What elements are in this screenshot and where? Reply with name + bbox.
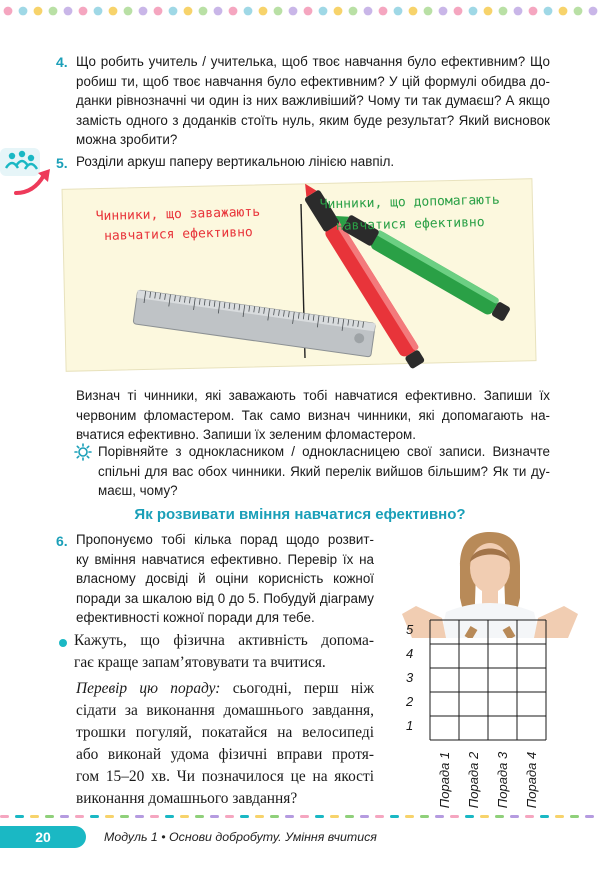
red-arrow-icon [14, 165, 54, 197]
tip-label: Порада 2 [465, 751, 481, 809]
text-line: робиш ти, щоб твоє навчання було ефективним? У цій формулі обидва до- [76, 73, 550, 89]
decor-dash [45, 815, 54, 818]
text-line: вчатися ефективно. Запиши їх зеленим фломастером. [76, 427, 416, 442]
question-5-text: Розділи аркуш паперу вертикальною лінією навпіл. [76, 154, 395, 169]
question-4-text [76, 52, 550, 150]
decor-dot [244, 7, 253, 16]
decor-dot [379, 7, 388, 16]
check-tip-text [76, 678, 374, 810]
text-line: червоним фломастером. Так само визнач чинники, які допомагають на- [76, 407, 550, 423]
decor-dash [285, 815, 294, 818]
pair-work-text [98, 442, 550, 501]
decor-dot [289, 7, 298, 16]
decor-dash [465, 815, 474, 818]
decor-dot [79, 7, 88, 16]
decor-dash [495, 815, 504, 818]
decor-dash [75, 815, 84, 818]
text-line: гає краще запам’ятовувати та вчитися. [74, 654, 326, 671]
decor-dot [334, 7, 343, 16]
decor-dash [510, 815, 519, 818]
decor-dot [439, 7, 448, 16]
decor-dot [274, 7, 283, 16]
section-heading: Як розвивати вміння навчатися ефективно? [134, 506, 466, 523]
text-line: Порівняйте з однокласником / однокласницею свої записи. Визначте [98, 444, 550, 459]
decor-dash [345, 815, 354, 818]
text-line: Що робить учитель / учителька, щоб твоє навчання було ефективним? Що [76, 54, 550, 69]
decor-dot [349, 7, 358, 16]
decor-dot [49, 7, 58, 16]
decor-dash [165, 815, 174, 818]
footer-module-title: Модуль 1 • Основи добробуту. Уміння вчитися [104, 830, 377, 844]
right-column-title [319, 190, 500, 239]
decor-dot [34, 7, 43, 16]
footer-dashes-decoration [0, 815, 600, 819]
decor-dash [585, 815, 594, 818]
text-line: Визнач ті чинники, які заважають тобі навчатися ефективно. Запиши їх [76, 388, 550, 403]
decor-dot [544, 7, 553, 16]
decor-dot [184, 7, 193, 16]
scale-label: 1 [406, 718, 414, 733]
page-number: 20 [0, 826, 86, 848]
decor-dash [375, 815, 384, 818]
decor-dash [570, 815, 579, 818]
decor-dot [559, 7, 568, 16]
decor-dash [360, 815, 369, 818]
decor-dash [540, 815, 549, 818]
decor-dot [229, 7, 238, 16]
decor-dot [259, 7, 268, 16]
text-line: трошки погуляй, покатайся на велосипеді [76, 724, 374, 741]
question-6-number: 6. [56, 533, 68, 549]
decor-dot [364, 7, 373, 16]
pair-work-icon [74, 443, 92, 461]
text-line: поради за шкалою від 0 до 5. Побудуй діаграму [76, 590, 374, 606]
text-line: ку вміння навчатися ефективно. Перевір їх на [76, 551, 374, 567]
decor-dash [555, 815, 564, 818]
check-lead: Перевір цю пораду: [76, 680, 221, 697]
decor-dot [109, 7, 118, 16]
text-line: власному досвіді й оціни корисність кожної [76, 571, 374, 586]
scale-label: 5 [406, 622, 414, 637]
decor-dot [424, 7, 433, 16]
scale-label: 3 [406, 670, 414, 685]
bullet-icon [59, 639, 67, 647]
question-4-number: 4. [56, 54, 68, 70]
text-line: спільні для вас обох чинники. Який перелік вийшов більшим? Як ти ду- [98, 463, 550, 479]
decor-dash [300, 815, 309, 818]
question-5-number: 5. [56, 155, 68, 171]
decor-dash [420, 815, 429, 818]
decor-dot [19, 7, 28, 16]
decor-dot [139, 7, 148, 16]
decor-dash [180, 815, 189, 818]
scale-label: 2 [406, 694, 414, 709]
decor-dot [319, 7, 328, 16]
text-line: виконання домашнього завдання? [76, 790, 298, 807]
decor-dash [150, 815, 159, 818]
decor-dot [499, 7, 508, 16]
text-line: ефективності кожної поради для тебе. [76, 610, 315, 625]
decor-dot [574, 7, 583, 16]
decor-dot [589, 7, 598, 16]
decor-dash [255, 815, 264, 818]
decor-dash [0, 815, 9, 818]
decor-dash [435, 815, 444, 818]
decor-dot [169, 7, 178, 16]
text-line: Пропонуємо тобі кілька порад щодо розвит- [76, 532, 374, 547]
check-line-rest: сьогодні, перш ніж [220, 680, 374, 697]
text-line: або виконай удома фізичні вправи протя- [76, 746, 374, 763]
decor-dash [390, 815, 399, 818]
tip-text [74, 630, 374, 674]
decor-dash [120, 815, 129, 818]
decor-dot [454, 7, 463, 16]
text-line [76, 678, 374, 700]
question-5-instructions [76, 386, 550, 445]
decor-dot [469, 7, 478, 16]
decor-dash [405, 815, 414, 818]
left-title-line-2: навчатися ефективно [103, 225, 253, 244]
decor-dash [210, 815, 219, 818]
text-line: данки рівнозначні чи один із них важливіший? Чому ти так думаєш? А якщо [76, 93, 550, 108]
decor-dot [199, 7, 208, 16]
decor-dot [394, 7, 403, 16]
text-line: маєш, чому? [98, 483, 178, 498]
text-line: можна зробити? [76, 132, 178, 147]
decor-dash [240, 815, 249, 818]
question-6-text [76, 530, 374, 628]
decor-dot [124, 7, 133, 16]
decor-dot [4, 7, 13, 16]
decor-dash [60, 815, 69, 818]
decor-dot [304, 7, 313, 16]
right-title-line-1: Чинники, що допомагають [319, 192, 500, 213]
text-line: Кажуть, що фізична активність допома- [74, 632, 374, 649]
decor-dot [514, 7, 523, 16]
tip-label: Порада 3 [494, 751, 510, 809]
decor-dash [105, 815, 114, 818]
decor-dash [225, 815, 234, 818]
tip-label: Порада 1 [436, 751, 452, 809]
decor-dash [330, 815, 339, 818]
decor-dot [214, 7, 223, 16]
text-line: замість одного з доданків стоїть нуль, яким буде результат? Який висновок [76, 112, 550, 128]
decor-dash [195, 815, 204, 818]
decor-dash [315, 815, 324, 818]
decor-dot [94, 7, 103, 16]
top-dots-decoration [0, 4, 600, 18]
text-line: гом 15–20 хв. Чи позначилося це на якості [76, 768, 374, 785]
left-title-line-1: Чинники, що заважають [95, 204, 261, 225]
decor-dash [135, 815, 144, 818]
decor-dash [480, 815, 489, 818]
scale-label: 4 [406, 646, 414, 661]
decor-dot [529, 7, 538, 16]
decor-dash [30, 815, 39, 818]
decor-dash [525, 815, 534, 818]
decor-dash [270, 815, 279, 818]
decor-dot [409, 7, 418, 16]
decor-dot [154, 7, 163, 16]
decor-dash [450, 815, 459, 818]
tip-label: Порада 4 [523, 751, 539, 809]
left-column-title [96, 203, 261, 247]
text-line: сідати за виконання домашнього завдання, [76, 702, 374, 719]
decor-dot [484, 7, 493, 16]
decor-dot [64, 7, 73, 16]
right-title-line-2: навчатися ефективно [335, 215, 485, 234]
decor-dash [15, 815, 24, 818]
decor-dash [90, 815, 99, 818]
